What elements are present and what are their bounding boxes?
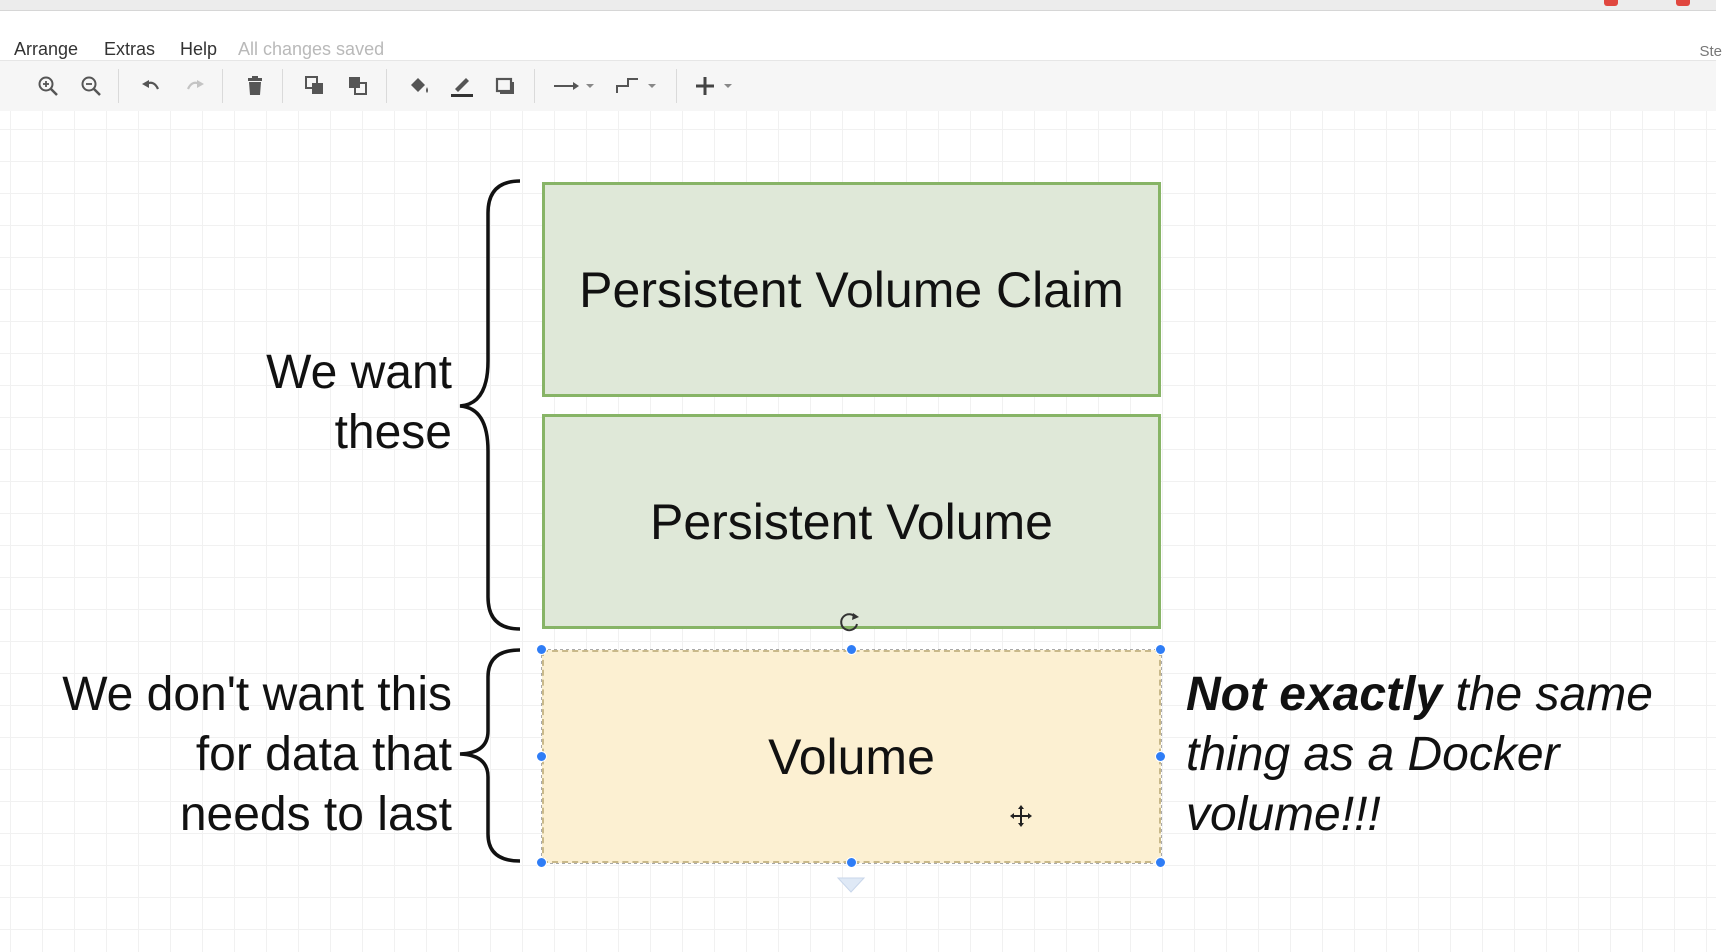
shadow-button[interactable] (488, 71, 522, 101)
zoom-out-icon (80, 75, 102, 97)
dont-want-line: for data that (195, 728, 452, 781)
zoom-out-button[interactable] (74, 71, 108, 101)
resize-handle-top-right[interactable] (1155, 644, 1166, 655)
zoom-in-button[interactable] (31, 71, 65, 101)
insert-icon (694, 75, 740, 97)
pvc-label: Persistent Volume Claim (579, 261, 1124, 318)
waypoints-button[interactable] (614, 71, 660, 101)
resize-handle-bottom-left[interactable] (536, 857, 547, 868)
to-back-icon (347, 75, 369, 97)
fill-color-button[interactable] (402, 71, 436, 101)
resize-handle-left[interactable] (536, 751, 547, 762)
pv-label: Persistent Volume (650, 493, 1053, 550)
to-front-icon (304, 75, 326, 97)
to-front-button[interactable] (298, 71, 332, 101)
insert-button[interactable] (694, 71, 740, 101)
redo-icon (184, 75, 206, 97)
note-line: thing as a Docker (1186, 728, 1560, 781)
toolbar-separator (386, 69, 387, 103)
persistent-volume-shape[interactable] (542, 414, 1161, 629)
toolbar-separator (534, 69, 535, 103)
toolbar-separator (118, 69, 119, 103)
browser-extension-icon[interactable] (1604, 0, 1618, 6)
user-chip[interactable]: Ste (1699, 43, 1722, 60)
connection-style-icon (552, 75, 598, 97)
menu-bar (0, 11, 1722, 61)
note-rest: the same (1442, 668, 1653, 721)
browser-profile-icon[interactable] (1676, 0, 1690, 6)
resize-handle-bottom[interactable] (846, 857, 857, 868)
delete-button[interactable] (238, 71, 272, 101)
dont-want-line: needs to last (179, 788, 452, 841)
shadow-icon (494, 75, 516, 97)
want-line: these (334, 406, 452, 459)
undo-button[interactable] (134, 71, 168, 101)
waypoints-icon (614, 75, 660, 97)
diagram-canvas[interactable] (0, 111, 1716, 952)
note-line: volume!!! (1186, 788, 1381, 841)
zoom-in-icon (37, 75, 59, 97)
toolbar-separator (676, 69, 677, 103)
want-line: We want (266, 346, 452, 399)
browser-top-strip (0, 0, 1716, 11)
resize-handle-bottom-right[interactable] (1155, 857, 1166, 868)
menu-arrange[interactable]: Arrange (14, 39, 79, 59)
dont-want-text[interactable] (62, 665, 452, 845)
want-these-text[interactable] (266, 343, 452, 463)
toolbar-separator (282, 69, 283, 103)
resize-handle-top-left[interactable] (536, 644, 547, 655)
delete-icon (244, 75, 266, 97)
note-bold: Not exactly (1186, 668, 1443, 721)
rotate-handle-icon[interactable] (837, 609, 863, 635)
save-status: All changes saved (238, 39, 385, 59)
fill-color-icon (407, 75, 431, 97)
upper-curly-brace (460, 181, 520, 629)
line-color-button[interactable] (445, 71, 479, 101)
redo-button[interactable] (178, 71, 212, 101)
volume-label: Volume (768, 728, 935, 785)
connection-style-button[interactable] (552, 71, 598, 101)
undo-icon (140, 75, 162, 97)
persistent-volume-claim-shape[interactable] (542, 182, 1161, 397)
line-color-icon (449, 74, 475, 98)
docker-note-text[interactable] (1186, 665, 1653, 845)
connect-arrow-icon[interactable] (837, 877, 865, 893)
lower-curly-brace (460, 650, 520, 861)
menu-extras[interactable]: Extras (104, 39, 156, 59)
toolbar-separator (222, 69, 223, 103)
toolbar (0, 60, 1716, 112)
dont-want-line: We don't want this (62, 668, 452, 721)
volume-shape[interactable] (542, 650, 1161, 863)
resize-handle-top[interactable] (846, 644, 857, 655)
resize-handle-right[interactable] (1155, 751, 1166, 762)
to-back-button[interactable] (341, 71, 375, 101)
menu-help[interactable]: Help (180, 39, 218, 59)
move-cursor-icon (1009, 804, 1033, 828)
